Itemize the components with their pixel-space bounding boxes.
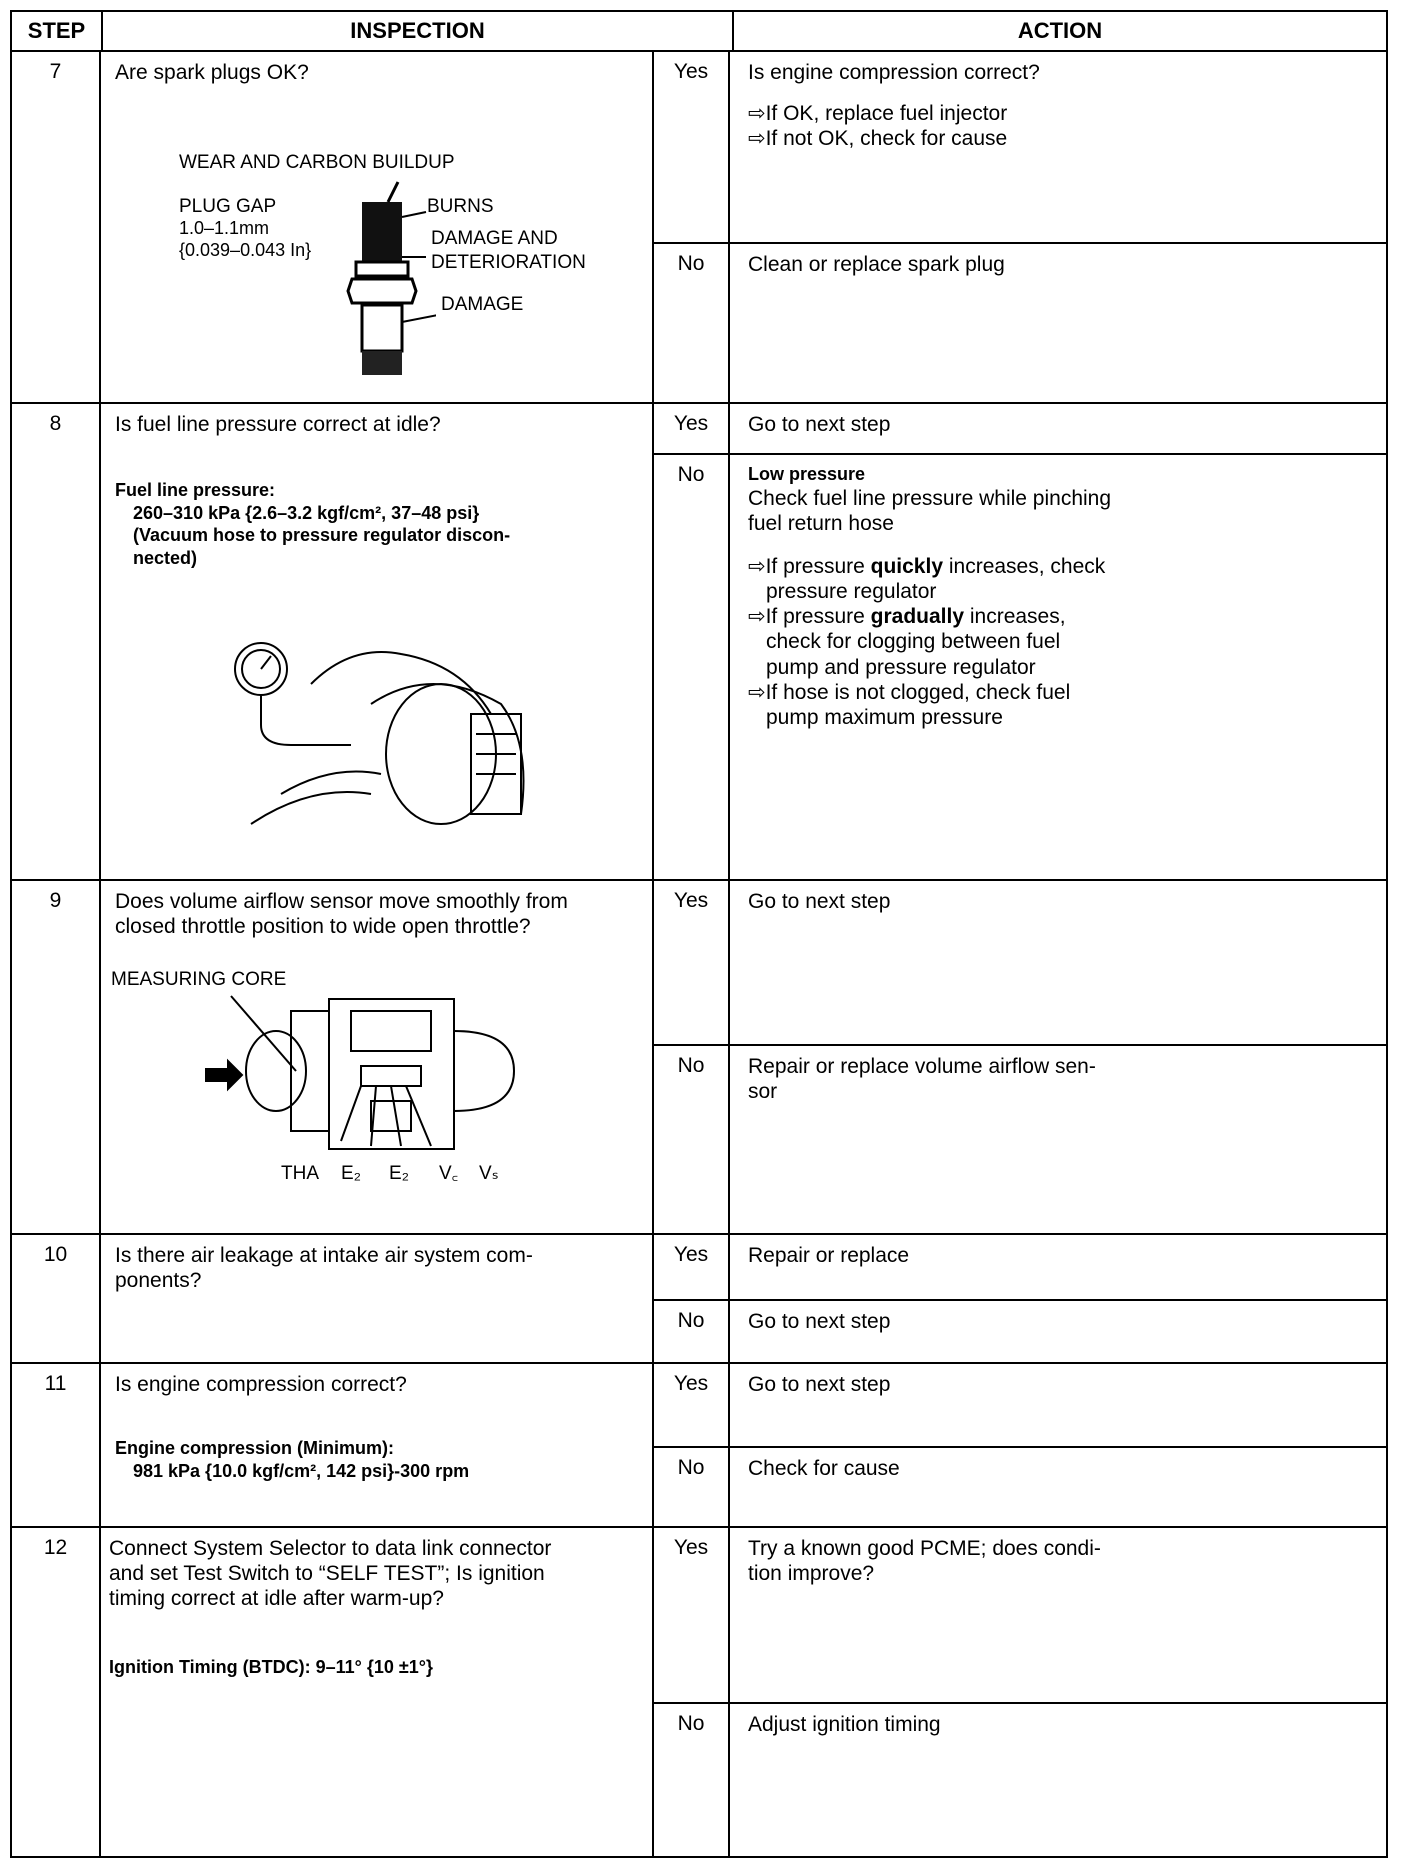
table-row-step-8 xyxy=(12,404,1386,881)
label-gap-mm: 1.0–1.1mm xyxy=(179,218,270,238)
action-line: fuel return hose xyxy=(748,511,894,535)
label-gap-in: {0.039–0.043 In} xyxy=(179,240,312,260)
step-number: 10 xyxy=(12,1235,101,1362)
diagnostic-table xyxy=(10,10,1388,1858)
table-row-step-7 xyxy=(12,52,1386,404)
label-e2: E₂ xyxy=(341,1163,362,1184)
no-action xyxy=(730,1046,1386,1233)
spec-line: 981 kPa {10.0 kgf/cm², 142 psi}-300 rpm xyxy=(133,1460,470,1481)
yes-branch xyxy=(654,404,1386,455)
header-action: ACTION xyxy=(1017,18,1103,43)
bullet-text: ⇨If pressure xyxy=(748,554,871,578)
question: Does volume airflow sensor move smoothly from closed throttle position to wide open throttle? xyxy=(115,890,568,939)
bullet-cont: pump maximum pressure xyxy=(766,706,1003,729)
action-line: Repair or replace volume airflow sen- xyxy=(748,1055,1096,1078)
no-branch xyxy=(654,244,1386,402)
bullet-cont: pressure regulator xyxy=(766,580,937,604)
action-cell xyxy=(654,881,1386,1233)
yes-label: Yes xyxy=(654,1528,730,1702)
yes-branch xyxy=(654,1528,1386,1704)
action-line: Check fuel line pressure while pinching xyxy=(748,486,1112,510)
action-cell xyxy=(654,1528,1386,1856)
no-action: Go to next step xyxy=(748,1310,891,1333)
step-number: 11 xyxy=(12,1364,101,1526)
action-line: tion improve? xyxy=(748,1562,875,1586)
question: Is fuel line pressure correct at idle? xyxy=(115,413,441,436)
bullet xyxy=(748,604,1368,629)
table-row-step-12 xyxy=(12,1528,1386,1856)
table-row-step-10 xyxy=(12,1235,1386,1364)
yes-action: Go to next step xyxy=(748,413,891,436)
header-step: STEP xyxy=(12,12,103,50)
header-inspection: INSPECTION xyxy=(103,12,734,50)
bullet xyxy=(748,554,1368,579)
no-branch xyxy=(654,1301,1386,1362)
inspection-cell xyxy=(101,1364,654,1526)
no-action: Clean or replace spark plug xyxy=(748,253,1005,276)
question: Are spark plugs OK? xyxy=(115,61,309,84)
bullet-cont: check for clogging between fuel xyxy=(766,630,1061,654)
spec-line: Fuel line pressure: xyxy=(115,480,276,501)
label-measuring-core: MEASURING CORE xyxy=(111,969,287,990)
spec-line: Engine compression (Minimum): xyxy=(115,1438,395,1459)
bullet: ⇨If hose is not clogged, check fuel xyxy=(748,680,1071,704)
question: Is engine compression correct? xyxy=(115,1373,407,1396)
label-damage: DAMAGE xyxy=(441,294,524,315)
action-cell xyxy=(654,1364,1386,1526)
step-number: 7 xyxy=(12,52,101,402)
spec-line: (Vacuum hose to pressure regulator discon- xyxy=(133,525,511,546)
yes-action-text: Is engine compression correct? xyxy=(748,61,1040,84)
step-number: 8 xyxy=(12,404,101,879)
yes-action: Go to next step xyxy=(748,890,891,913)
no-action xyxy=(730,455,1386,879)
no-branch xyxy=(654,1448,1386,1526)
no-label: No xyxy=(654,1448,730,1526)
bullet-bold: quickly xyxy=(870,554,944,578)
label-damage-and: DAMAGE AND xyxy=(431,228,558,249)
label-wear: WEAR AND CARBON BUILDUP xyxy=(179,152,455,173)
no-action: Check for cause xyxy=(748,1457,900,1480)
no-label: No xyxy=(654,1704,730,1856)
spec-block xyxy=(115,1437,638,1482)
no-title: Low pressure xyxy=(748,464,866,484)
spec-line: Ignition Timing (BTDC): 9–11° {10 ±1°} xyxy=(109,1656,433,1677)
bullet: ⇨If OK, replace fuel injector xyxy=(748,102,1008,126)
inspection-cell xyxy=(101,1235,654,1362)
bullet-bold: gradually xyxy=(870,605,965,629)
no-label: No xyxy=(654,1046,730,1233)
yes-label: Yes xyxy=(654,881,730,1044)
no-label: No xyxy=(654,455,730,879)
fuel-pressure-gauge-illustration xyxy=(221,624,551,844)
no-label: No xyxy=(654,244,730,402)
question: and set Test Switch to “SELF TEST”; Is ignition xyxy=(109,1562,545,1586)
question: Connect System Selector to data link connector xyxy=(109,1537,552,1560)
table-header xyxy=(12,12,1386,52)
spec-block xyxy=(115,479,638,569)
bullet-text: increases, check xyxy=(943,554,1106,578)
label-vc: V꜀ xyxy=(439,1163,459,1184)
airflow-sensor-illustration xyxy=(201,991,541,1161)
yes-action xyxy=(730,1528,1386,1702)
yes-branch xyxy=(654,1364,1386,1448)
question: timing correct at idle after warm-up? xyxy=(109,1587,444,1611)
step-number: 12 xyxy=(12,1528,101,1856)
no-branch xyxy=(654,1046,1386,1233)
bullet: ⇨If not OK, check for cause xyxy=(748,127,1008,151)
bullet-text: increases, xyxy=(964,605,1066,629)
bullet-cont: pump and pressure regulator xyxy=(766,655,1036,679)
action-cell xyxy=(654,404,1386,879)
no-branch xyxy=(654,1704,1386,1856)
spec-line: 260–310 kPa {2.6–3.2 kgf/cm², 37–48 psi} xyxy=(133,502,480,523)
label-deterioration: DETERIORATION xyxy=(431,252,586,273)
yes-label: Yes xyxy=(654,52,730,242)
inspection-cell xyxy=(101,881,654,1233)
question: ponents? xyxy=(115,1269,202,1293)
action-line: Try a known good PCME; does condi- xyxy=(748,1537,1101,1560)
table-row-step-11 xyxy=(12,1364,1386,1528)
action-cell xyxy=(654,52,1386,402)
table-row-step-9 xyxy=(12,881,1386,1235)
inspection-cell xyxy=(101,404,654,879)
label-plug-gap: PLUG GAP xyxy=(179,196,277,217)
yes-label: Yes xyxy=(654,404,730,453)
yes-action: Repair or replace xyxy=(748,1244,910,1267)
label-vs: Vₛ xyxy=(479,1163,499,1184)
yes-branch xyxy=(654,881,1386,1046)
yes-label: Yes xyxy=(654,1235,730,1299)
action-line: sor xyxy=(748,1080,778,1104)
yes-label: Yes xyxy=(654,1364,730,1446)
no-label: No xyxy=(654,1301,730,1362)
label-e2: E₂ xyxy=(389,1163,410,1184)
yes-action xyxy=(730,52,1386,242)
spark-plug-illustration xyxy=(326,177,436,397)
step-number: 9 xyxy=(12,881,101,1233)
question: Is there air leakage at intake air system com- xyxy=(115,1244,533,1267)
action-cell xyxy=(654,1235,1386,1362)
bullet-text: ⇨If pressure xyxy=(748,605,871,629)
no-branch xyxy=(654,455,1386,879)
yes-branch xyxy=(654,1235,1386,1301)
yes-action: Go to next step xyxy=(748,1373,891,1396)
no-action: Adjust ignition timing xyxy=(748,1713,941,1736)
label-tha: THA xyxy=(281,1163,319,1184)
label-burns: BURNS xyxy=(427,196,494,217)
inspection-cell xyxy=(101,52,654,402)
spec-line: nected) xyxy=(133,547,198,568)
yes-branch xyxy=(654,52,1386,244)
inspection-cell xyxy=(101,1528,654,1856)
